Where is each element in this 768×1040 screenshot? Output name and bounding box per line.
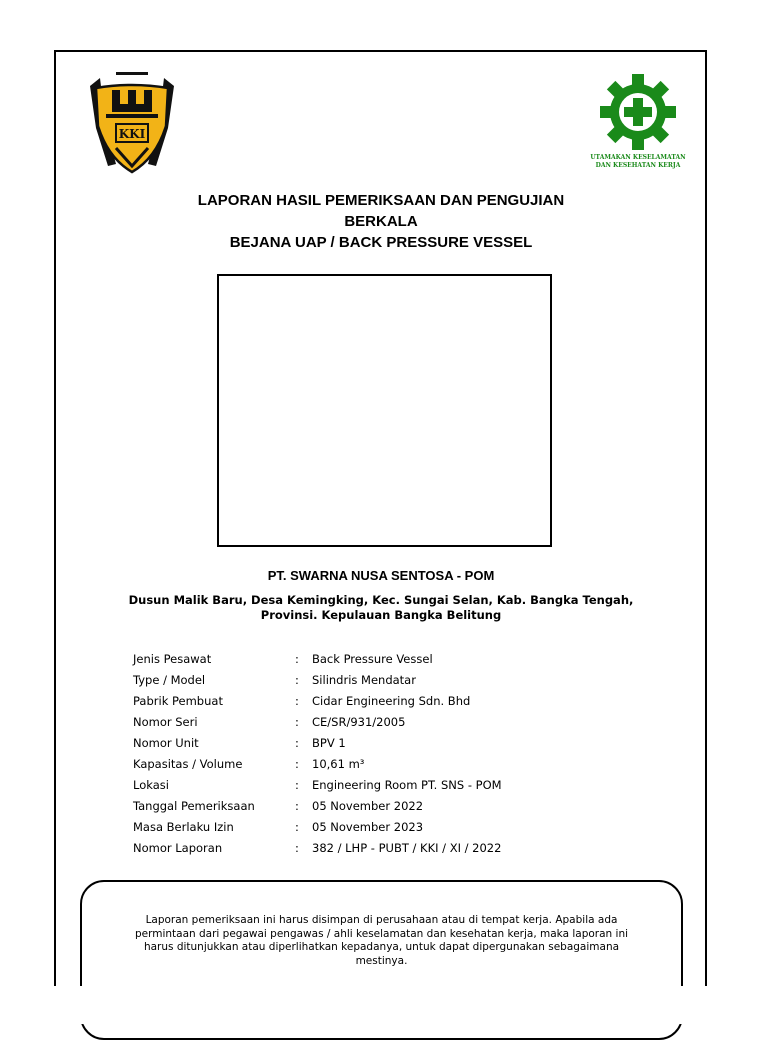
spec-value: BPV 1 (312, 736, 346, 750)
spec-value: Silindris Mendatar (312, 673, 416, 687)
spec-label: Nomor Laporan (133, 841, 223, 855)
spec-label: Tanggal Pemeriksaan (133, 799, 255, 813)
spec-row (133, 839, 653, 860)
k3-gear-cross-icon (598, 72, 678, 152)
spec-row (133, 818, 653, 839)
spec-colon: : (295, 778, 299, 792)
spec-row (133, 776, 653, 797)
report-title (100, 190, 662, 253)
spec-colon: : (295, 841, 299, 855)
spec-colon: : (295, 757, 299, 771)
spec-row (133, 734, 653, 755)
spec-row (133, 671, 653, 692)
company-address (100, 593, 662, 623)
spec-label: Pabrik Pembuat (133, 694, 223, 708)
notice-text (110, 914, 653, 968)
spec-value: 382 / LHP - PUBT / KKI / XI / 2022 (312, 841, 502, 855)
spec-row (133, 650, 653, 671)
spec-label: Lokasi (133, 778, 169, 792)
spec-colon: : (295, 673, 299, 687)
spec-table (133, 650, 653, 860)
spec-row (133, 797, 653, 818)
spec-value: Back Pressure Vessel (312, 652, 433, 666)
spec-colon: : (295, 799, 299, 813)
spec-row (133, 713, 653, 734)
spec-colon: : (295, 820, 299, 834)
spec-colon: : (295, 736, 299, 750)
spec-value: CE/SR/931/2005 (312, 715, 406, 729)
spec-label: Masa Berlaku Izin (133, 820, 234, 834)
title-line1: LAPORAN HASIL PEMERIKSAAN DAN PENGUJIAN (197, 192, 565, 209)
spec-value: 05 November 2023 (312, 820, 424, 834)
address-line2: Provinsi. Kepulauan Bangka Belitung (260, 608, 502, 622)
spec-label: Nomor Seri (133, 715, 198, 729)
spec-value: Engineering Room PT. SNS - POM (312, 778, 502, 792)
company-name: PT. SWARNA NUSA SENTOSA - POM (267, 568, 495, 583)
notice-line2: permintaan dari pegawai pengawas / ahli keselamatan dan kesehatan kerja, maka laporan ini (134, 927, 629, 940)
spec-label: Nomor Unit (133, 736, 199, 750)
notice-line4: mestinya. (355, 954, 408, 967)
spec-colon: : (295, 652, 299, 666)
kki-logo-text: KKI (118, 127, 146, 141)
kki-shield-logo (86, 68, 178, 176)
k3-slogan-line2: DAN KESEHATAN KERJA (595, 162, 681, 169)
spec-label: Type / Model (133, 673, 206, 687)
page-bottom-edge (0, 986, 768, 1024)
spec-value: 05 November 2022 (312, 799, 424, 813)
spec-label: Kapasitas / Volume (133, 757, 243, 771)
notice-line3: harus ditunjukkan atau diperlihatkan kepadanya, untuk dapat dipergunakan sebagaimana (143, 941, 620, 953)
spec-row (133, 692, 653, 713)
spec-label: Jenis Pesawat (133, 652, 212, 666)
kki-shield-icon (86, 68, 178, 176)
k3-slogan-line1: UTAMAKAN KESELAMATAN (590, 154, 686, 161)
spec-value: Cidar Engineering Sdn. Bhd (312, 694, 471, 708)
title-line2: BERKALA (344, 213, 418, 230)
photo-frame (217, 274, 552, 547)
notice-line1: Laporan pemeriksaan ini harus disimpan di perusahaan atau di tempat kerja. Apabila ada (145, 914, 618, 926)
address-line1: Dusun Malik Baru, Desa Kemingking, Kec. Sungai Selan, Kab. Bangka Tengah, (128, 593, 634, 607)
title-line3: BEJANA UAP / BACK PRESSURE VESSEL (229, 234, 533, 251)
k3-slogan (590, 154, 686, 170)
spec-row (133, 755, 653, 776)
spec-colon: : (295, 694, 299, 708)
k3-logo (590, 72, 686, 180)
spec-value: 10,61 m³ (312, 757, 365, 771)
spec-colon: : (295, 715, 299, 729)
